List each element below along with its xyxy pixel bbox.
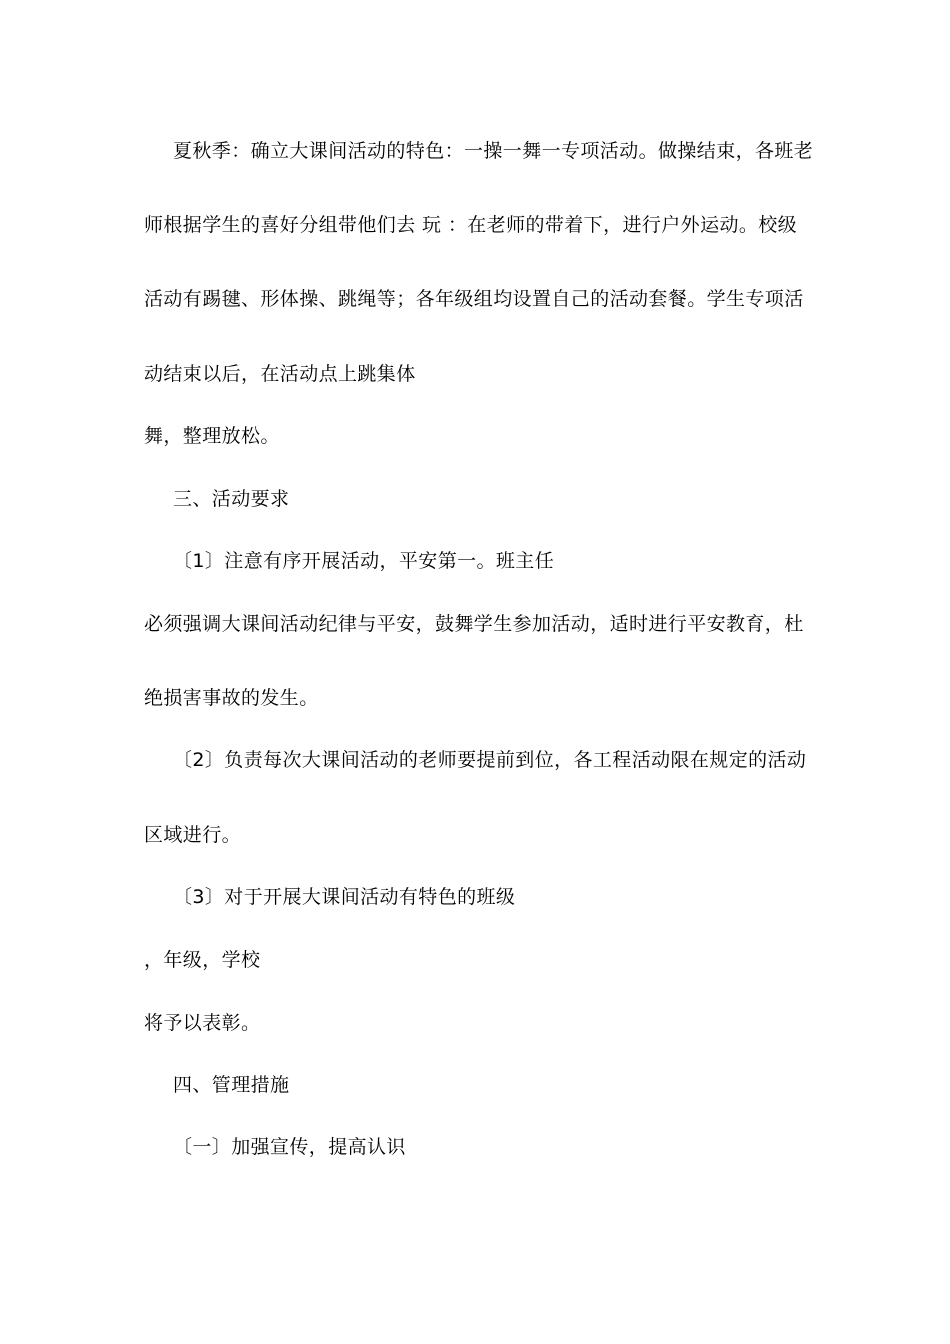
paragraph-line: 将予以表彰。 [144,1012,261,1034]
paragraph-line: 动结束以后，在活动点上跳集体 [144,363,416,385]
section-heading: 四、管理措施 [173,1074,290,1096]
paragraph-line: ，年级，学校 [144,949,261,971]
paragraph-line: 夏秋季：确立大课间活动的特色：一操一舞一专项活动。做操结束，各班老 [173,140,814,162]
section-heading: 三、活动要求 [173,488,290,510]
paragraph-line: 师根据学生的喜好分组带他们去 玩 ：在老师的带着下，进行户外运动。校级 [144,214,798,236]
paragraph-line: 〔3〕对于开展大课间活动有特色的班级 [173,886,516,908]
paragraph-line: 〔2〕负责每次大课间活动的老师要提前到位，各工程活动限在规定的活动 [173,749,807,771]
paragraph-line: 舞，整理放松。 [144,425,280,447]
paragraph-line: 活动有踢毽、形体操、跳绳等；各年级组均设置自己的活动套餐。学生专项活 [144,288,804,310]
paragraph-line: 必须强调大课间活动纪律与平安，鼓舞学生参加活动，适时进行平安教育，杜 [144,613,804,635]
paragraph-line: 区域进行。 [144,824,242,846]
paragraph-line: 〔1〕注意有序开展活动，平安第一。班主任 [173,550,555,572]
paragraph-line: 绝损害事故的发生。 [144,687,319,709]
subsection-heading: 〔一〕加强宣传，提高认识 [173,1136,406,1158]
